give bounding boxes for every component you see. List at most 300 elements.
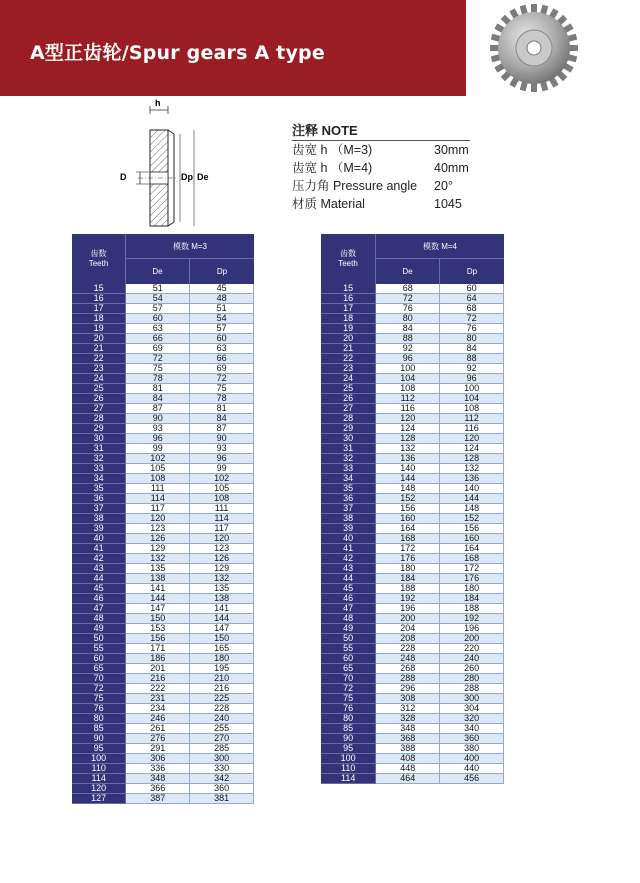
- dp-cell: 120: [190, 534, 254, 544]
- dp-cell: 240: [440, 654, 504, 664]
- de-cell: 152: [376, 494, 440, 504]
- teeth-cell: 75: [72, 694, 126, 704]
- teeth-cell: 75: [321, 694, 376, 704]
- de-cell: 208: [376, 634, 440, 644]
- module-header: 模数 M=3: [126, 234, 254, 259]
- table-row: [72, 514, 254, 524]
- dp-cell: 88: [440, 354, 504, 364]
- de-cell: 192: [376, 594, 440, 604]
- table-row: [72, 674, 254, 684]
- de-cell: 108: [376, 384, 440, 394]
- de-cell: 308: [376, 694, 440, 704]
- table-row: [72, 794, 254, 804]
- dp-cell: 126: [190, 554, 254, 564]
- de-cell: 168: [376, 534, 440, 544]
- table-row: [72, 594, 254, 604]
- note-row: [292, 195, 492, 213]
- table-row: [72, 474, 254, 484]
- teeth-cell: 34: [72, 474, 126, 484]
- table-row: [321, 774, 504, 784]
- table-row: [72, 774, 254, 784]
- table-row: [321, 574, 504, 584]
- note-label: 压力角 Pressure angle: [292, 179, 418, 193]
- de-cell: 234: [126, 704, 190, 714]
- note-value: 30mm: [434, 143, 469, 157]
- table-row: [321, 314, 504, 324]
- de-cell: 114: [126, 494, 190, 504]
- dp-cell: 72: [440, 314, 504, 324]
- dp-cell: 141: [190, 604, 254, 614]
- de-cell: 88: [376, 334, 440, 344]
- de-cell: 291: [126, 744, 190, 754]
- table-row: [321, 664, 504, 674]
- de-cell: 246: [126, 714, 190, 724]
- table-row: [321, 764, 504, 774]
- table-row: [321, 624, 504, 634]
- de-cell: 104: [376, 374, 440, 384]
- de-cell: 75: [126, 364, 190, 374]
- de-cell: 171: [126, 644, 190, 654]
- dp-column-header: Dp: [216, 267, 228, 276]
- teeth-cell: 110: [321, 764, 376, 774]
- table-row: [321, 614, 504, 624]
- de-cell: 387: [126, 794, 190, 804]
- dp-cell: 144: [190, 614, 254, 624]
- teeth-cell: 29: [321, 424, 376, 434]
- table-row: [72, 684, 254, 694]
- teeth-cell: 21: [321, 344, 376, 354]
- de-cell: 102: [126, 454, 190, 464]
- note-label: 齿宽 h （M=4): [292, 161, 373, 175]
- de-cell: 186: [126, 654, 190, 664]
- de-cell: 216: [126, 674, 190, 684]
- dp-cell: 180: [440, 584, 504, 594]
- teeth-cell: 55: [321, 644, 376, 654]
- dp-cell: 195: [190, 664, 254, 674]
- dp-cell: 102: [190, 474, 254, 484]
- de-cell: 200: [376, 614, 440, 624]
- dp-cell: 132: [440, 464, 504, 474]
- dp-cell: 188: [440, 604, 504, 614]
- de-cell: 87: [126, 404, 190, 414]
- teeth-cell: 70: [321, 674, 376, 684]
- table-row: [321, 294, 504, 304]
- teeth-cell: 114: [321, 774, 376, 784]
- notes-section: [292, 120, 492, 213]
- de-column-header: De: [126, 259, 190, 284]
- table-row: [72, 724, 254, 734]
- table-row: [72, 364, 254, 374]
- dp-cell: 112: [440, 414, 504, 424]
- teeth-cell: 110: [72, 764, 126, 774]
- table-row: [321, 494, 504, 504]
- dp-cell: 140: [440, 484, 504, 494]
- table-row: [72, 524, 254, 534]
- de-cell: 112: [376, 394, 440, 404]
- dp-cell: 360: [440, 734, 504, 744]
- dp-cell: 114: [190, 514, 254, 524]
- dp-cell: 129: [190, 564, 254, 574]
- dp-cell: 380: [440, 744, 504, 754]
- teeth-cell: 43: [72, 564, 126, 574]
- teeth-header-en: Teeth: [338, 259, 358, 268]
- teeth-header: [321, 234, 376, 284]
- teeth-cell: 23: [72, 364, 126, 374]
- teeth-cell: 24: [321, 374, 376, 384]
- teeth-cell: 19: [321, 324, 376, 334]
- table-row: [321, 754, 504, 764]
- teeth-cell: 23: [321, 364, 376, 374]
- teeth-cell: 31: [321, 444, 376, 454]
- teeth-cell: 80: [72, 714, 126, 724]
- de-cell: 96: [376, 354, 440, 364]
- dp-cell: 285: [190, 744, 254, 754]
- table-row: [321, 464, 504, 474]
- dp-cell: 164: [440, 544, 504, 554]
- de-cell: 51: [126, 284, 190, 294]
- dp-cell: 117: [190, 524, 254, 534]
- de-cell: 138: [126, 574, 190, 584]
- dp-cell: 116: [440, 424, 504, 434]
- de-cell: 328: [376, 714, 440, 724]
- teeth-cell: 26: [321, 394, 376, 404]
- dp-cell: 165: [190, 644, 254, 654]
- dp-cell: 300: [190, 754, 254, 764]
- dp-cell: 260: [440, 664, 504, 674]
- de-cell: 100: [376, 364, 440, 374]
- de-cell: 312: [376, 704, 440, 714]
- dp-cell: 104: [440, 394, 504, 404]
- de-cell: 81: [126, 384, 190, 394]
- teeth-cell: 37: [72, 504, 126, 514]
- teeth-cell: 15: [321, 284, 376, 294]
- table-row: [72, 314, 254, 324]
- dim-de-label: De: [197, 172, 209, 182]
- teeth-cell: 16: [321, 294, 376, 304]
- teeth-cell: 28: [321, 414, 376, 424]
- table-row: [321, 644, 504, 654]
- dp-cell: 78: [190, 394, 254, 404]
- teeth-cell: 20: [321, 334, 376, 344]
- de-cell: 248: [376, 654, 440, 664]
- dp-cell: 80: [440, 334, 504, 344]
- table-row: [321, 684, 504, 694]
- de-cell: 93: [126, 424, 190, 434]
- dp-cell: 184: [440, 594, 504, 604]
- table-row: [72, 544, 254, 554]
- teeth-cell: 37: [321, 504, 376, 514]
- dp-cell: 81: [190, 404, 254, 414]
- table-row: [72, 584, 254, 594]
- dp-cell: 111: [190, 504, 254, 514]
- de-cell: 448: [376, 764, 440, 774]
- teeth-cell: 16: [72, 294, 126, 304]
- table-row: [321, 354, 504, 364]
- de-cell: 231: [126, 694, 190, 704]
- teeth-header: [72, 234, 126, 284]
- dp-cell: 152: [440, 514, 504, 524]
- teeth-cell: 31: [72, 444, 126, 454]
- dp-cell: 330: [190, 764, 254, 774]
- dp-cell: 69: [190, 364, 254, 374]
- table-row: [321, 584, 504, 594]
- de-cell: 80: [376, 314, 440, 324]
- table-row: [72, 504, 254, 514]
- de-cell: 135: [126, 564, 190, 574]
- dp-cell: 132: [190, 574, 254, 584]
- table-row: [72, 434, 254, 444]
- dp-cell: 144: [440, 494, 504, 504]
- teeth-header-cn: 齿数: [340, 249, 356, 258]
- de-cell: 188: [376, 584, 440, 594]
- table-row: [72, 604, 254, 614]
- table-row: [72, 784, 254, 794]
- page-title: A型正齿轮/Spur gears A type: [30, 42, 325, 64]
- teeth-cell: 76: [72, 704, 126, 714]
- de-cell: 60: [126, 314, 190, 324]
- dp-cell: 135: [190, 584, 254, 594]
- teeth-cell: 30: [321, 434, 376, 444]
- dp-cell: 300: [440, 694, 504, 704]
- de-cell: 150: [126, 614, 190, 624]
- table-row: [321, 524, 504, 534]
- dp-cell: 304: [440, 704, 504, 714]
- de-cell: 172: [376, 544, 440, 554]
- teeth-cell: 85: [72, 724, 126, 734]
- table-row: [321, 384, 504, 394]
- de-cell: 72: [376, 294, 440, 304]
- table-row: [72, 644, 254, 654]
- de-cell: 366: [126, 784, 190, 794]
- dp-cell: 342: [190, 774, 254, 784]
- table-row: [72, 384, 254, 394]
- de-cell: 153: [126, 624, 190, 634]
- dp-cell: 136: [440, 474, 504, 484]
- dp-cell: 75: [190, 384, 254, 394]
- dp-cell: 280: [440, 674, 504, 684]
- table-row: [321, 504, 504, 514]
- teeth-cell: 46: [72, 594, 126, 604]
- table-m3-header: [72, 234, 254, 284]
- dp-cell: 60: [190, 334, 254, 344]
- table-row: [72, 444, 254, 454]
- de-cell: 388: [376, 744, 440, 754]
- dp-cell: 320: [440, 714, 504, 724]
- teeth-cell: 22: [72, 354, 126, 364]
- de-cell: 54: [126, 294, 190, 304]
- teeth-cell: 27: [72, 404, 126, 414]
- dp-cell: 128: [440, 454, 504, 464]
- table-row: [72, 354, 254, 364]
- dp-cell: 64: [440, 294, 504, 304]
- de-cell: 132: [376, 444, 440, 454]
- teeth-cell: 18: [72, 314, 126, 324]
- de-cell: 176: [376, 554, 440, 564]
- table-row: [321, 694, 504, 704]
- teeth-cell: 46: [321, 594, 376, 604]
- table-m4-header: [321, 234, 504, 284]
- table-row: [321, 414, 504, 424]
- de-cell: 68: [376, 284, 440, 294]
- de-cell: 336: [126, 764, 190, 774]
- de-cell: 144: [376, 474, 440, 484]
- table-row: [72, 564, 254, 574]
- dp-cell: 60: [440, 284, 504, 294]
- dp-cell: 180: [190, 654, 254, 664]
- table-row: [72, 734, 254, 744]
- table-row: [321, 404, 504, 414]
- dp-cell: 76: [440, 324, 504, 334]
- de-cell: 184: [376, 574, 440, 584]
- dp-cell: 340: [440, 724, 504, 734]
- table-row: [321, 634, 504, 644]
- de-cell: 132: [126, 554, 190, 564]
- de-cell: 148: [376, 484, 440, 494]
- dp-cell: 288: [440, 684, 504, 694]
- de-cell: 156: [376, 504, 440, 514]
- table-row: [72, 614, 254, 624]
- de-cell: 124: [376, 424, 440, 434]
- table-row: [321, 724, 504, 734]
- dp-cell: 148: [440, 504, 504, 514]
- dp-cell: 100: [440, 384, 504, 394]
- table-row: [72, 294, 254, 304]
- teeth-cell: 33: [321, 464, 376, 474]
- dp-cell: 160: [440, 534, 504, 544]
- dp-cell: 150: [190, 634, 254, 644]
- de-cell: 147: [126, 604, 190, 614]
- teeth-cell: 36: [72, 494, 126, 504]
- table-m3: [72, 284, 254, 804]
- gear-cross-section-diagram: [110, 100, 230, 240]
- dp-cell: 99: [190, 464, 254, 474]
- teeth-cell: 35: [72, 484, 126, 494]
- dim-dp-label: Dp: [181, 172, 193, 182]
- de-cell: 120: [376, 414, 440, 424]
- note-row: [292, 177, 492, 195]
- module-header: 模数 M=4: [376, 234, 504, 259]
- teeth-cell: 48: [321, 614, 376, 624]
- dp-cell: 270: [190, 734, 254, 744]
- table-m4: [321, 284, 504, 784]
- teeth-cell: 90: [72, 734, 126, 744]
- table-row: [321, 304, 504, 314]
- teeth-cell: 100: [72, 754, 126, 764]
- teeth-cell: 38: [321, 514, 376, 524]
- dp-cell: 66: [190, 354, 254, 364]
- dp-cell: 228: [190, 704, 254, 714]
- teeth-cell: 38: [72, 514, 126, 524]
- de-cell: 129: [126, 544, 190, 554]
- teeth-cell: 127: [72, 794, 126, 804]
- table-row: [321, 344, 504, 354]
- table-row: [321, 484, 504, 494]
- teeth-header-cn: 齿数: [90, 249, 107, 258]
- teeth-cell: 50: [321, 634, 376, 644]
- teeth-cell: 19: [72, 324, 126, 334]
- teeth-cell: 114: [72, 774, 126, 784]
- de-cell: 368: [376, 734, 440, 744]
- teeth-cell: 32: [72, 454, 126, 464]
- teeth-cell: 26: [72, 394, 126, 404]
- dp-cell: 124: [440, 444, 504, 454]
- table-row: [321, 654, 504, 664]
- de-cell: 180: [376, 564, 440, 574]
- dp-column-header: Dp: [466, 267, 478, 276]
- dp-cell: 147: [190, 624, 254, 634]
- dp-cell: 84: [440, 344, 504, 354]
- de-cell: 120: [126, 514, 190, 524]
- dp-cell: 225: [190, 694, 254, 704]
- dp-cell: 220: [440, 644, 504, 654]
- note-label: 材质 Material: [292, 197, 365, 211]
- dp-cell: 96: [440, 374, 504, 384]
- teeth-cell: 30: [72, 434, 126, 444]
- table-row: [72, 654, 254, 664]
- teeth-cell: 42: [72, 554, 126, 564]
- de-cell: 306: [126, 754, 190, 764]
- teeth-cell: 18: [321, 314, 376, 324]
- dp-cell: 216: [190, 684, 254, 694]
- de-cell: 204: [376, 624, 440, 634]
- de-cell: 160: [376, 514, 440, 524]
- dp-cell: 210: [190, 674, 254, 684]
- dp-cell: 87: [190, 424, 254, 434]
- de-cell: 92: [376, 344, 440, 354]
- table-row: [72, 484, 254, 494]
- teeth-cell: 40: [72, 534, 126, 544]
- teeth-cell: 33: [72, 464, 126, 474]
- dp-cell: 240: [190, 714, 254, 724]
- teeth-cell: 41: [72, 544, 126, 554]
- de-cell: 348: [126, 774, 190, 784]
- table-row: [72, 714, 254, 724]
- de-cell: 140: [376, 464, 440, 474]
- table-row: [321, 594, 504, 604]
- dp-cell: 57: [190, 324, 254, 334]
- teeth-cell: 25: [72, 384, 126, 394]
- dim-d-label: D: [120, 172, 127, 182]
- teeth-cell: 43: [321, 564, 376, 574]
- gear-photo: [466, 0, 640, 96]
- de-cell: 164: [376, 524, 440, 534]
- dp-cell: 105: [190, 484, 254, 494]
- dp-cell: 381: [190, 794, 254, 804]
- de-cell: 296: [376, 684, 440, 694]
- teeth-cell: 42: [321, 554, 376, 564]
- teeth-cell: 15: [72, 284, 126, 294]
- table-row: [321, 474, 504, 484]
- teeth-cell: 65: [72, 664, 126, 674]
- de-cell: 117: [126, 504, 190, 514]
- table-row: [321, 434, 504, 444]
- teeth-cell: 45: [72, 584, 126, 594]
- teeth-cell: 41: [321, 544, 376, 554]
- table-row: [72, 374, 254, 384]
- table-row: [321, 394, 504, 404]
- dp-cell: 456: [440, 774, 504, 784]
- table-row: [321, 674, 504, 684]
- table-row: [72, 324, 254, 334]
- dp-cell: 172: [440, 564, 504, 574]
- dp-cell: 360: [190, 784, 254, 794]
- de-cell: 136: [376, 454, 440, 464]
- teeth-cell: 47: [72, 604, 126, 614]
- de-cell: 288: [376, 674, 440, 684]
- teeth-cell: 21: [72, 344, 126, 354]
- table-row: [72, 414, 254, 424]
- teeth-cell: 24: [72, 374, 126, 384]
